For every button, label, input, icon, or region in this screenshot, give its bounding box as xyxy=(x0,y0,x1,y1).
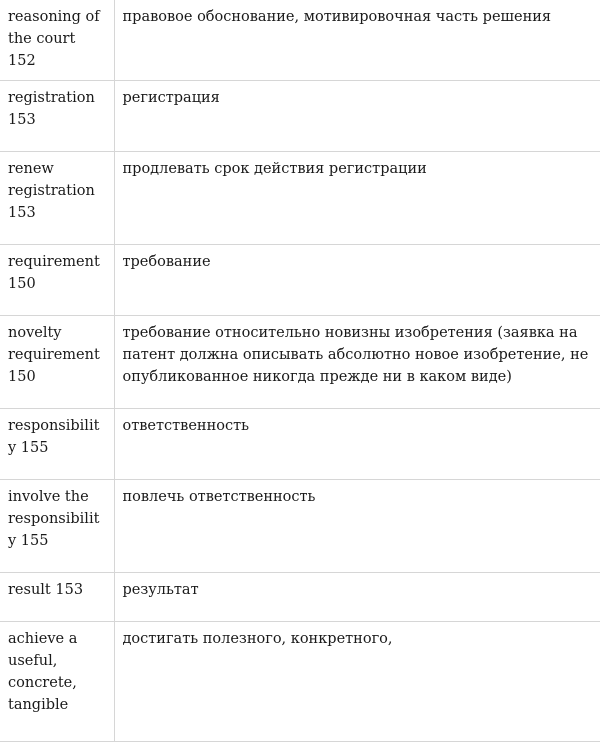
term-cell: renew registration 153 xyxy=(0,152,114,245)
table-row xyxy=(0,622,600,742)
definition-cell: ответственность xyxy=(114,409,600,480)
term-cell: responsibility 155 xyxy=(0,409,114,480)
table-row xyxy=(0,480,600,573)
definition-cell: требование xyxy=(114,245,600,316)
term-cell: result 153 xyxy=(0,573,114,622)
table-row xyxy=(0,0,600,81)
table-row xyxy=(0,81,600,152)
term-cell: registration 153 xyxy=(0,81,114,152)
definition-cell: требование относительно новизны изобретения (заявка на патент должна описывать абсолютно новое изобретение, не опубликованное никогда прежде ни в каком виде) xyxy=(114,316,600,409)
term-cell: novelty requirement 150 xyxy=(0,316,114,409)
definition-cell: регистрация xyxy=(114,81,600,152)
definition-cell: повлечь ответственность xyxy=(114,480,600,573)
term-cell: requirement 150 xyxy=(0,245,114,316)
term-cell: achieve a useful, concrete, tangible xyxy=(0,622,114,742)
definition-cell: продлевать срок действия регистрации xyxy=(114,152,600,245)
term-cell: reasoning of the court 152 xyxy=(0,0,114,81)
table-row xyxy=(0,573,600,622)
table-row xyxy=(0,245,600,316)
definition-cell: правовое обоснование, мотивировочная часть решения xyxy=(114,0,600,81)
definition-cell: результат xyxy=(114,573,600,622)
table-row xyxy=(0,316,600,409)
term-cell: involve the responsibility 155 xyxy=(0,480,114,573)
table-row xyxy=(0,152,600,245)
definition-cell: достигать полезного, конкретного, xyxy=(114,622,600,742)
table-row xyxy=(0,409,600,480)
